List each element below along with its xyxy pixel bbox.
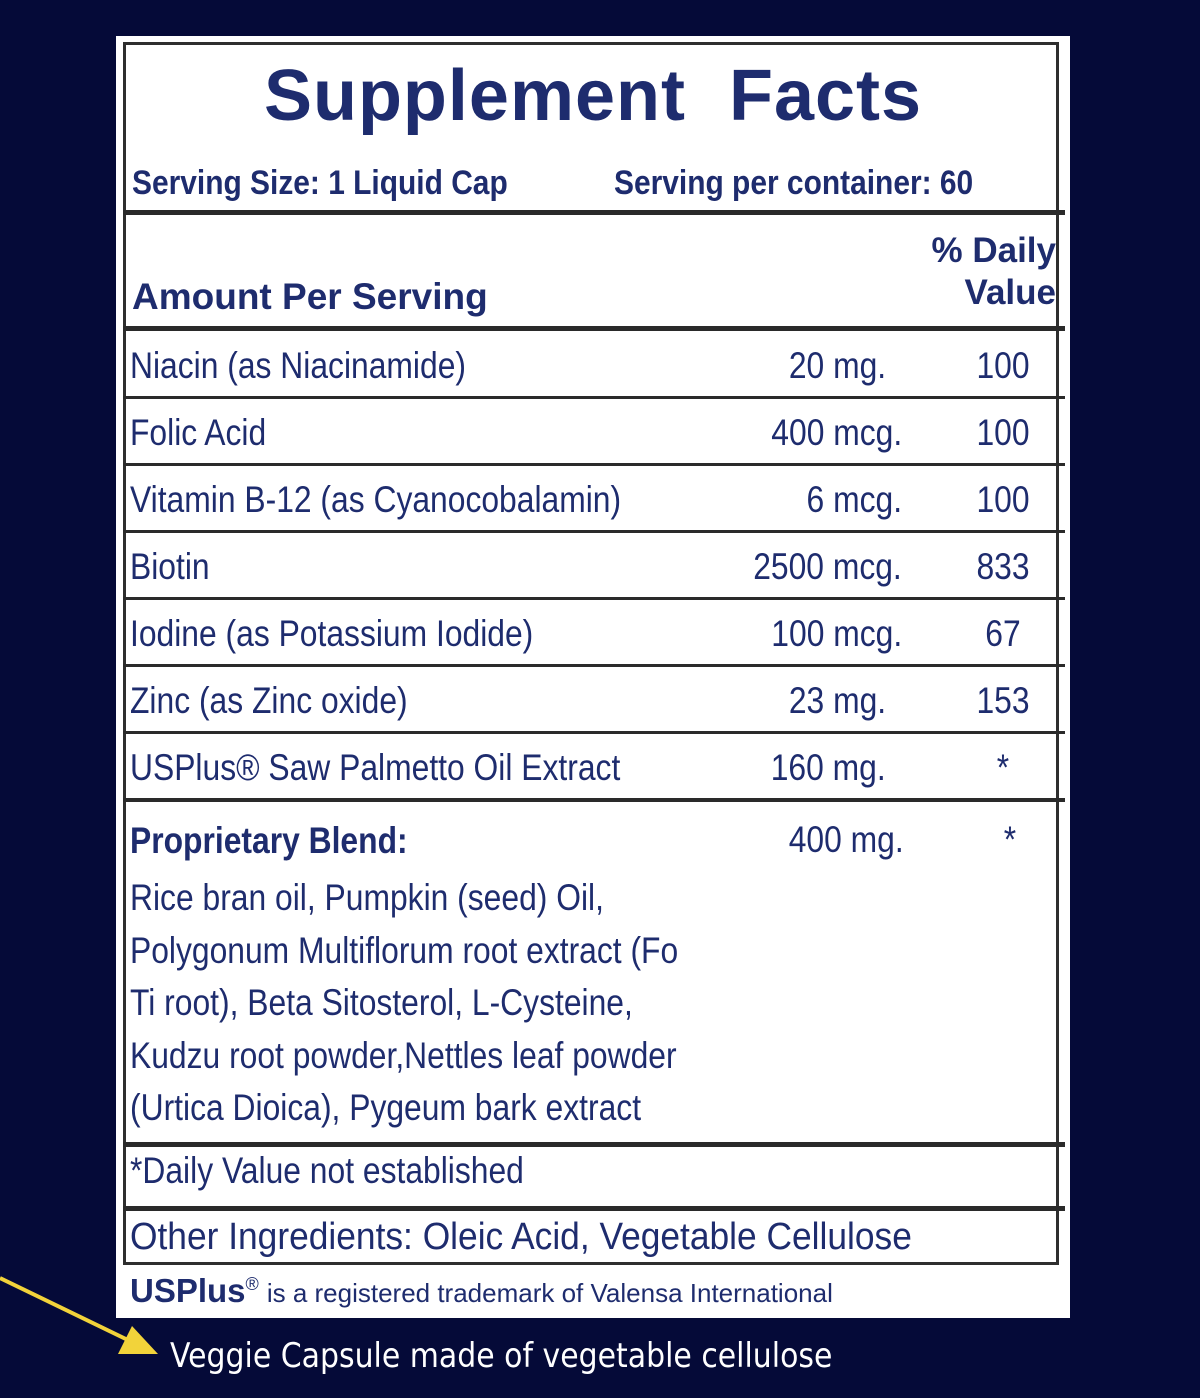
blend-line: Polygonum Multiflorum root extract (Fo <box>130 929 679 971</box>
divider <box>123 326 1065 331</box>
divider <box>123 210 1065 215</box>
nutrient-daily-value: 100 <box>976 479 1030 520</box>
nutrient-daily-value: 100 <box>976 345 1030 386</box>
proprietary-blend-dv: * <box>1003 819 1017 860</box>
trademark-text: is a registered trademark of Valensa International <box>266 1278 833 1308</box>
nutrient-name: Vitamin B-12 (as Cyanocobalamin) <box>130 479 622 520</box>
nutrient-amount: 400 mcg. <box>771 412 902 453</box>
nutrient-name: Folic Acid <box>130 412 267 453</box>
proprietary-blend-amount: 400 mg. <box>789 819 904 860</box>
label-title: Supplement Facts <box>263 56 923 136</box>
nutrient-row <box>126 533 1062 599</box>
blend-line: Kudzu root powder,Nettles leaf powder <box>130 1034 677 1076</box>
nutrient-daily-value: * <box>996 747 1010 788</box>
nutrient-row <box>126 466 1062 532</box>
nutrient-daily-value: 100 <box>976 412 1030 453</box>
daily-value-header-line1: % Daily <box>931 231 1056 270</box>
nutrient-name: Zinc (as Zinc oxide) <box>130 680 408 721</box>
blend-line: Ti root), Beta Sitosterol, L-Cysteine, <box>130 982 633 1023</box>
nutrient-daily-value: 67 <box>985 613 1021 654</box>
divider <box>123 1206 1065 1211</box>
nutrient-amount: 23 mg. <box>788 680 886 721</box>
trademark-brand: USPlus <box>130 1272 246 1309</box>
divider <box>123 1142 1065 1147</box>
serving-size: Serving Size: 1 Liquid Cap <box>132 164 508 202</box>
servings-per-container: Serving per container: 60 <box>614 164 974 202</box>
proprietary-blend-title: Proprietary Blend: <box>130 820 408 861</box>
nutrient-amount: 6 mcg. <box>806 479 902 520</box>
divider <box>123 798 1065 802</box>
trademark-notice <box>130 1272 833 1310</box>
nutrient-row <box>126 667 1062 733</box>
proprietary-blend-ingredients <box>130 872 732 1135</box>
amount-per-serving-header: Amount Per Serving <box>132 276 488 317</box>
nutrient-row <box>126 734 1062 800</box>
daily-value-header <box>932 230 1057 314</box>
arrow-icon <box>0 1250 170 1360</box>
nutrient-name: Iodine (as Potassium Iodide) <box>130 613 534 654</box>
blend-line: (Urtica Dioica), Pygeum bark extract <box>130 1087 642 1128</box>
nutrient-daily-value: 153 <box>976 680 1030 721</box>
nutrient-row <box>126 399 1062 465</box>
blend-line: Rice bran oil, Pumpkin (seed) Oil, <box>130 877 604 918</box>
nutrient-name: Biotin <box>130 546 210 587</box>
registered-symbol: ® <box>245 1274 259 1294</box>
nutrient-row <box>126 600 1062 666</box>
nutrient-name: USPlus® Saw Palmetto Oil Extract <box>130 747 621 788</box>
nutrient-amount: 20 mg. <box>788 345 886 386</box>
nutrient-daily-value: 833 <box>976 546 1030 587</box>
supplement-facts-label <box>116 36 1070 1318</box>
nutrient-name: Niacin (as Niacinamide) <box>130 345 466 386</box>
daily-value-header-line2: Value <box>964 273 1056 312</box>
nutrient-amount: 2500 mcg. <box>753 546 902 587</box>
other-ingredients: Other Ingredients: Oleic Acid, Vegetable Cellulose <box>130 1216 912 1258</box>
nutrient-amount: 160 mg. <box>771 747 886 788</box>
nutrient-amount: 100 mcg. <box>771 613 902 654</box>
daily-value-footnote: *Daily Value not established <box>130 1150 524 1191</box>
capsule-caption: Veggie Capsule made of vegetable cellulose <box>170 1336 833 1376</box>
nutrient-row <box>126 332 1062 398</box>
